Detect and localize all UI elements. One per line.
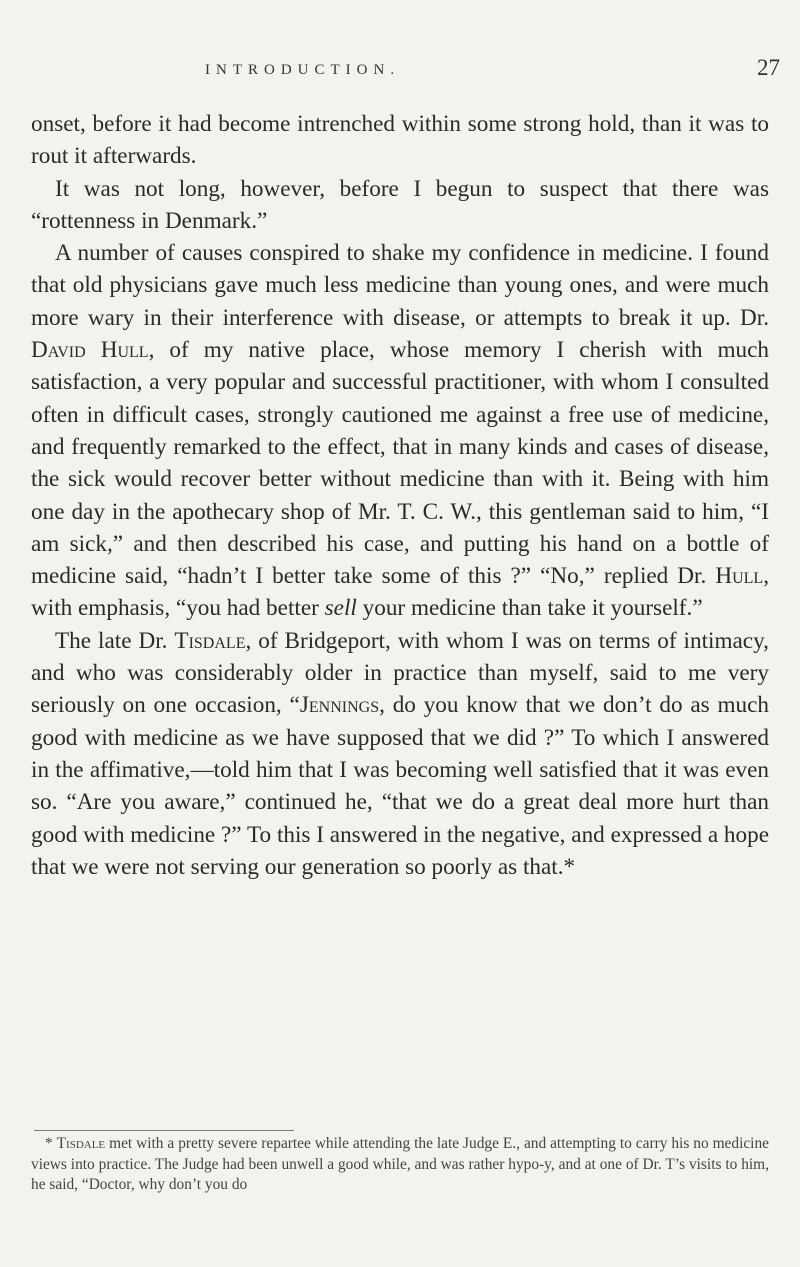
paragraph-continuation: onset, before it had become intrenched within some strong hold, than it was to rout it afterwards. bbox=[31, 111, 769, 170]
text-run: your medicine than take it yourself.” bbox=[356, 595, 703, 622]
emphasis-sell: sell bbox=[324, 595, 357, 622]
paragraph-dr-tisdale bbox=[31, 625, 769, 883]
text-run: A number of causes conspired to shake my confidence in medicine. I found that old physicians gave much less medicine than young ones, and were much more wary in their interference with disease, or attempts to break it up. Dr. bbox=[31, 240, 769, 331]
person-name-tisdale: Tisdale bbox=[174, 627, 246, 654]
text-run: The late Dr. bbox=[55, 627, 175, 654]
page-number: 27 bbox=[757, 55, 780, 80]
footnote bbox=[31, 1134, 769, 1196]
person-name-jennings: Jennings bbox=[299, 692, 380, 719]
paragraph-rottenness: It was not long, however, before I begun to suspect that there was “rottenness in Denmark.” bbox=[31, 175, 769, 234]
text-run: , of my native place, whose memory I cherish with much satisfaction, a very popular and successful practitioner, with whom I consulted often in difficult cases, strongly cautioned me against a free use of medicine, and frequently remarked to the effect, that in many kinds and cases of disease, the sick would recover better without medicine than with it. Being with him one day in the apothecary shop of Mr. T. C. W., this gentleman said to him, “I am sick,” and then described his case, and putting his hand on a bottle of medicine said, “hadn’t I better take some of this ?” “No,” replied Dr. bbox=[31, 337, 769, 590]
text-run: , do you know that we don’t do as much good with medicine as we have supposed that we did ?” To which I answered in the affimative,—told him that I was becoming well satisfied that it was even so. “Are you aware,” continued he, “that we do a great deal more hurt than good with medicine ?” To this I answered in the negative, and expressed a hope that we were not serving our generation so poorly as that.* bbox=[31, 692, 769, 880]
text-run: , of Bridgeport, with whom I was on terms of intimacy, and who was considerably older in practice than myself, said to me very seriously on one occasion, “ bbox=[31, 627, 769, 719]
body-text bbox=[31, 108, 769, 883]
footnote-marker: * bbox=[45, 1135, 57, 1152]
text-run: met with a pretty severe repartee while attending the late Judge E., and attempting to carry his no medicine views into practice. The Judge had been unwell a good while, and was rather hypo-y, and at one of Dr. T’s visits to him, he said, “Doctor, why don’t you do bbox=[31, 1135, 769, 1193]
text-run: , with emphasis, “you had better bbox=[31, 563, 769, 622]
paragraph-dr-hull bbox=[31, 237, 769, 625]
person-name-tisdale-footnote: Tisdale bbox=[56, 1135, 106, 1152]
person-name-hull: Hull bbox=[715, 563, 764, 590]
footnote-divider bbox=[34, 1130, 294, 1131]
person-name-david-hull: David Hull bbox=[31, 337, 149, 364]
footnote-text bbox=[31, 1134, 769, 1196]
running-title: INTRODUCTION. bbox=[205, 62, 401, 78]
